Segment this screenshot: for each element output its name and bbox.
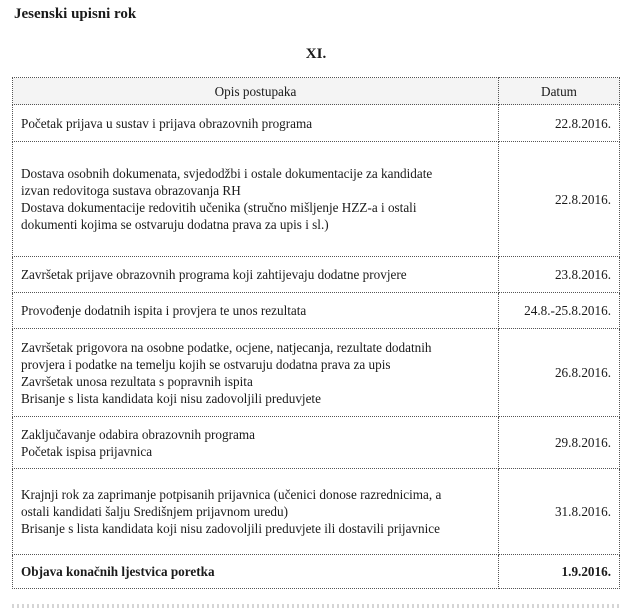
column-header-date: Datum xyxy=(499,78,620,105)
row-description xyxy=(13,417,499,469)
description-line: Zaključavanje odabira obrazovnih programa xyxy=(21,426,255,442)
description-line: Provođenje dodatnih ispita i provjera te unos rezultata xyxy=(21,303,307,318)
description-line: Dostava osobnih dokumenata, svjedodžbi i ostale dokumentacije za kandidate xyxy=(21,166,433,181)
table-row xyxy=(13,142,620,257)
section-title: Jesenski upisni rok xyxy=(14,6,137,22)
row-description xyxy=(13,293,499,329)
description-line: ostali kandidati šalju Središnjem prijavnom uredu) xyxy=(21,504,288,519)
row-date: 22.8.2016. xyxy=(499,142,620,257)
table-row xyxy=(13,105,620,142)
table-row xyxy=(13,329,620,417)
row-description xyxy=(13,142,499,257)
row-date: 1.9.2016. xyxy=(499,555,620,589)
row-description xyxy=(13,105,499,142)
table-row xyxy=(13,555,620,589)
table-row xyxy=(13,417,620,469)
row-date: 23.8.2016. xyxy=(499,257,620,293)
description-line: Brisanje s lista kandidata koji nisu zadovoljili preduvjete xyxy=(21,390,321,406)
description-line: Objava konačnih ljestvica poretka xyxy=(21,564,215,579)
row-date: 22.8.2016. xyxy=(499,105,620,142)
description-line: provjera i podatke na temelju kojih se ostvaruju dodatna prava za upis xyxy=(21,356,391,372)
description-line: Završetak prijave obrazovnih programa koji zahtijevaju dodatne provjere xyxy=(21,267,407,282)
table-row xyxy=(13,257,620,293)
row-description xyxy=(13,329,499,417)
row-description xyxy=(13,257,499,293)
description-line: Završetak unosa rezultata s popravnih ispita xyxy=(21,373,253,389)
table-header-row xyxy=(13,78,620,105)
description-line: Početak ispisa prijavnica xyxy=(21,443,153,459)
column-header-description: Opis postupaka xyxy=(13,78,499,105)
description-line: izvan redovitoga sustava obrazovanja RH xyxy=(21,183,241,198)
row-date: 26.8.2016. xyxy=(499,329,620,417)
row-date: 31.8.2016. xyxy=(499,469,620,555)
section-number: XI. xyxy=(305,46,327,62)
row-date: 29.8.2016. xyxy=(499,417,620,469)
row-date: 24.8.-25.8.2016. xyxy=(499,293,620,329)
description-line: Brisanje s lista kandidata koji nisu zadovoljili preduvjete ili dostavili prijavnice xyxy=(21,521,440,536)
table-row xyxy=(13,293,620,329)
scan-artifact xyxy=(12,604,620,608)
description-line: Dostava dokumentacije redovitih učenika (stručno mišljenje HZZ-a i ostali xyxy=(21,200,417,215)
description-line: Početak prijava u sustav i prijava obrazovnih programa xyxy=(21,115,313,131)
description-line: Završetak prigovora na osobne podatke, ocjene, natjecanja, rezultate dodatnih xyxy=(21,339,432,355)
schedule-table xyxy=(12,77,620,589)
description-line: Krajnji rok za zaprimanje potpisanih prijavnica (učenici donose razrednicima, a xyxy=(21,487,442,502)
table-row xyxy=(13,469,620,555)
row-description xyxy=(13,555,499,589)
row-description xyxy=(13,469,499,555)
description-line: dokumenti kojima se ostvaruju dodatna prava za upis i sl.) xyxy=(21,217,329,232)
